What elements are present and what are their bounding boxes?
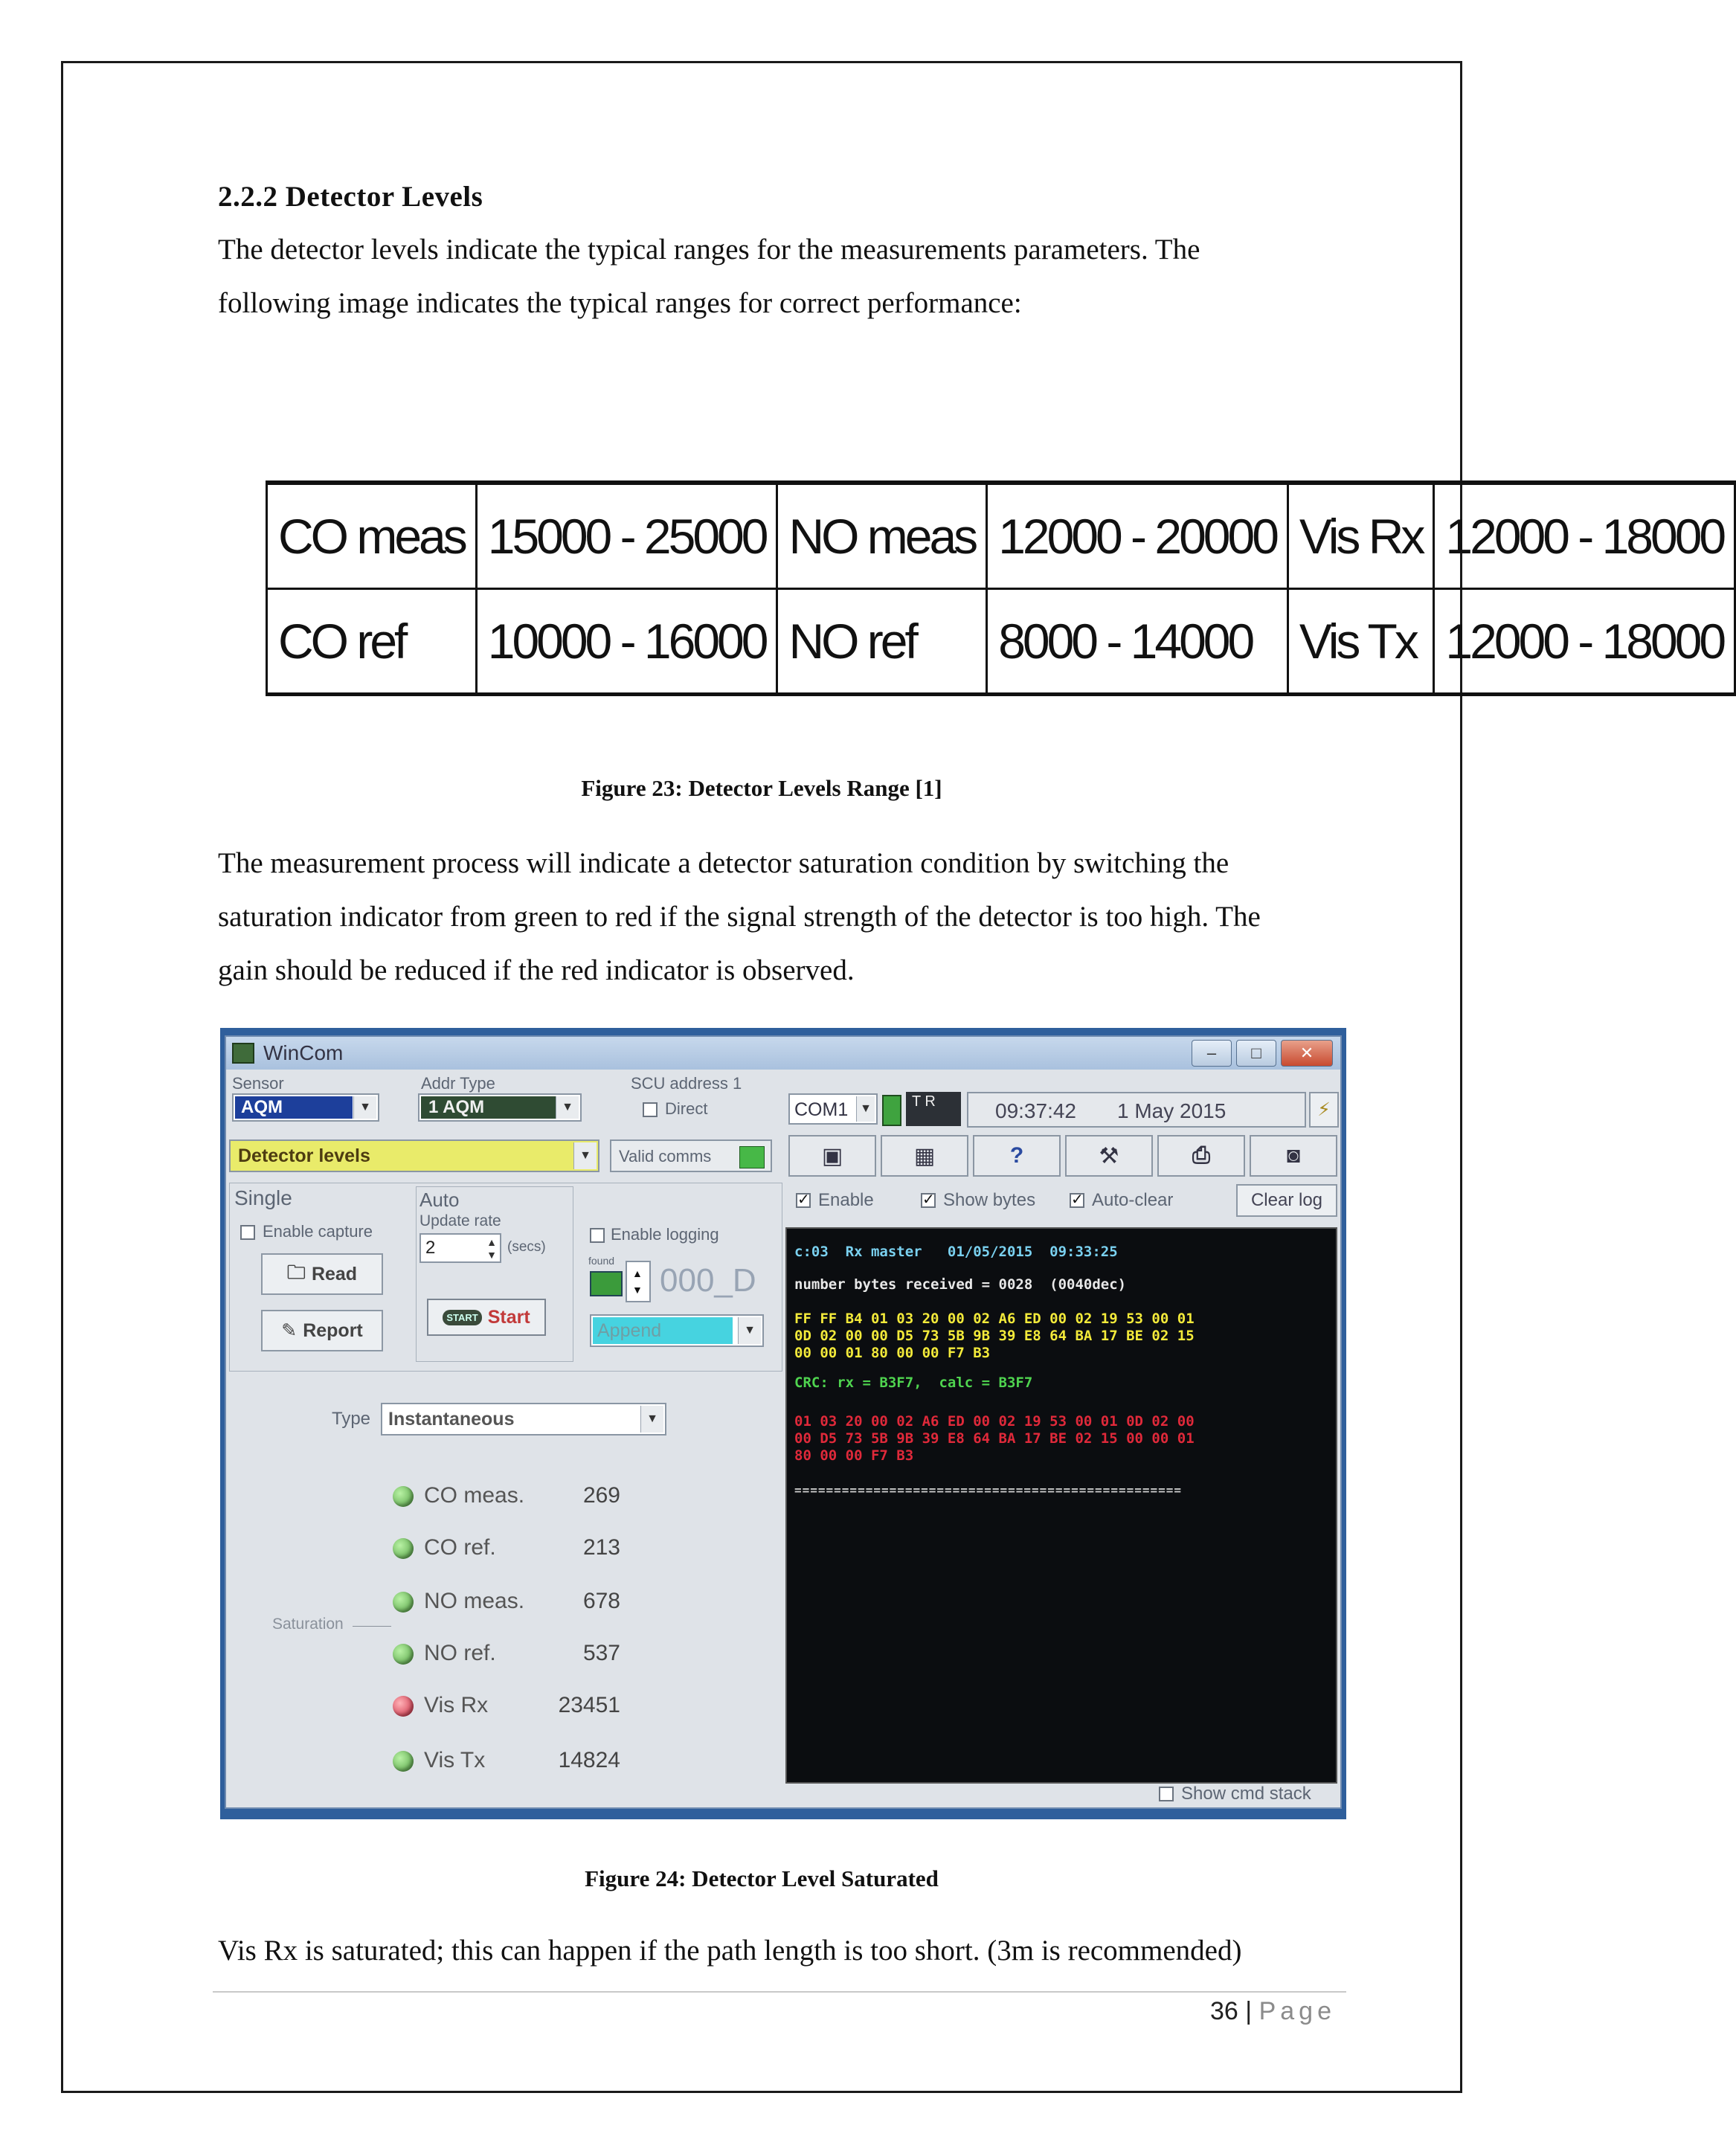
log-counter-spinner[interactable] <box>626 1261 651 1302</box>
detector-row <box>234 1745 777 1778</box>
page-number-separator: | <box>1245 1997 1253 2025</box>
valid-comms-label: Valid comms <box>619 1147 712 1166</box>
saturation-led-icon <box>393 1538 414 1559</box>
enable-label: Enable <box>818 1190 874 1210</box>
console-hex-line: 0D 02 00 00 D5 73 5B 9B 39 E8 64 BA 17 BE 02 15 <box>794 1328 1195 1344</box>
chevron-down-icon: ▼ <box>353 1096 376 1119</box>
closing-paragraph <box>218 1924 1326 1978</box>
com-port-select[interactable] <box>788 1093 878 1125</box>
start-button[interactable] <box>427 1299 546 1336</box>
settings-grid-button[interactable] <box>881 1135 968 1177</box>
folder-icon: 🗀 <box>286 1261 306 1283</box>
table-row <box>267 483 1735 588</box>
window-controls <box>1192 1040 1333 1067</box>
com-status-led <box>882 1095 901 1126</box>
chevron-down-icon: ▼ <box>556 1096 579 1119</box>
clock-display <box>967 1092 1306 1128</box>
page-number-value: 36 <box>1210 1997 1238 2025</box>
saturation-led-icon <box>393 1696 414 1717</box>
minimize-button[interactable]: – <box>1192 1040 1232 1067</box>
page-word: Page <box>1258 1997 1336 2025</box>
enable-capture-label: Enable capture <box>263 1222 373 1241</box>
table-cell: 12000 - 18000 <box>1434 588 1735 694</box>
saturation-label: Saturation <box>272 1616 344 1633</box>
section-heading: 2.2.2 Detector Levels <box>218 181 483 213</box>
saturation-line: saturation indicator from green to red if the signal strength of the detector is too high. The <box>218 901 1261 933</box>
spin-arrows-icon: ▲ ▼ <box>632 1267 643 1296</box>
table-cell: CO meas <box>267 483 477 588</box>
detector-row <box>234 1638 777 1671</box>
time-display: 09:37:42 <box>995 1099 1076 1122</box>
close-button[interactable]: ✕ <box>1281 1040 1333 1067</box>
table-row <box>267 588 1735 694</box>
start-button-label: Start <box>487 1306 530 1328</box>
detector-value: 537 <box>582 1641 620 1665</box>
sensor-value: AQM <box>235 1096 353 1119</box>
tools-icon: ⚒ <box>1099 1143 1119 1168</box>
console-data-line: 80 00 00 F7 B3 <box>794 1447 914 1464</box>
table-cell: CO ref <box>267 588 477 694</box>
addr-type-select[interactable] <box>418 1093 582 1122</box>
detector-value: 23451 <box>558 1693 620 1717</box>
type-select[interactable] <box>381 1403 666 1436</box>
sensor-label: Sensor <box>232 1074 284 1093</box>
intro-line: following image indicates the typical ranges for correct performance: <box>218 287 1022 319</box>
type-label: Type <box>332 1409 371 1429</box>
append-value: Append <box>593 1317 733 1344</box>
saturation-led-icon <box>393 1592 414 1613</box>
intro-line: The detector levels indicate the typical ranges for the measurements parameters. The <box>218 234 1200 266</box>
console-data-line: 01 03 20 00 02 A6 ED 00 02 19 53 00 01 0D 02 00 <box>794 1413 1195 1430</box>
date-display: 1 May 2015 <box>1117 1099 1227 1122</box>
detector-value: 213 <box>582 1535 620 1560</box>
log-mode-select[interactable] <box>590 1314 764 1347</box>
table-cell: 12000 - 20000 <box>987 483 1288 588</box>
valid-comms-indicator <box>610 1139 772 1172</box>
start-badge: START <box>443 1310 481 1325</box>
single-label: Single <box>234 1186 292 1209</box>
detector-value: 678 <box>582 1589 620 1613</box>
console-data-line: 00 D5 73 5B 9B 39 E8 64 BA 17 BE 02 15 00 00 01 <box>794 1430 1195 1447</box>
chevron-down-icon: ▼ <box>640 1406 663 1433</box>
detector-row <box>234 1480 777 1513</box>
show-bytes-checkbox[interactable]: ✓ <box>922 1192 935 1208</box>
show-cmd-stack-checkbox[interactable] <box>1159 1787 1174 1801</box>
com-port-value: COM1 <box>794 1099 849 1120</box>
direct-checkbox[interactable] <box>643 1102 658 1117</box>
tr-indicator: T R <box>906 1092 961 1126</box>
enable-capture-checkbox[interactable] <box>240 1225 255 1240</box>
single-auto-panel <box>229 1183 782 1372</box>
detector-value: 14824 <box>558 1748 620 1772</box>
console-bytes-line: number bytes received = 0028 (0040dec) <box>794 1276 1127 1293</box>
saturation-led-icon <box>393 1644 414 1665</box>
auto-clear-checkbox[interactable]: ✓ <box>1071 1192 1084 1208</box>
spin-arrows-icon: ▲ ▼ <box>486 1236 497 1261</box>
detector-levels-range-table <box>266 480 1736 696</box>
table-cell: 10000 - 16000 <box>476 588 777 694</box>
detector-row <box>234 1690 777 1723</box>
tools-button[interactable] <box>1065 1135 1153 1177</box>
mode-select[interactable] <box>229 1139 599 1172</box>
help-button[interactable] <box>973 1135 1061 1177</box>
read-button-label: Read <box>311 1263 358 1285</box>
detector-name: Vis Rx <box>424 1693 489 1717</box>
detector-name: NO ref. <box>424 1641 496 1665</box>
saturation-panel <box>234 1453 777 1803</box>
monitor-icon: ▣ <box>821 1143 843 1168</box>
console-log <box>785 1227 1337 1784</box>
log-status-led <box>590 1271 623 1296</box>
console-hex-line: 00 00 01 80 00 00 F7 B3 <box>794 1345 991 1361</box>
detector-name: NO meas. <box>424 1589 525 1613</box>
help-icon: ? <box>1009 1143 1024 1168</box>
detector-row <box>234 1532 777 1565</box>
print-button[interactable] <box>1157 1135 1245 1177</box>
auto-group <box>416 1186 573 1362</box>
show-cmd-stack-label: Show cmd stack <box>1181 1784 1311 1804</box>
monitor-button[interactable] <box>788 1135 876 1177</box>
footer-divider <box>213 1991 1346 1993</box>
saturation-led-icon <box>393 1486 414 1507</box>
enable-checkbox[interactable]: ✓ <box>797 1192 810 1208</box>
saturation-line: The measurement process will indicate a detector saturation condition by switching the <box>218 847 1229 879</box>
wincom-app-icon <box>232 1043 254 1064</box>
show-bytes-label: Show bytes <box>943 1190 1036 1210</box>
saturation-bracket-line <box>353 1626 391 1627</box>
addr-type-label: Addr Type <box>421 1074 495 1093</box>
addr-type-value: 1 AQM <box>421 1096 559 1119</box>
update-rate-value: 2 <box>425 1238 436 1258</box>
figure-23-caption: Figure 23: Detector Levels Range [1] <box>581 775 942 801</box>
connect-icon[interactable]: ⚡ <box>1309 1092 1339 1128</box>
found-label: found <box>588 1255 615 1267</box>
valid-comms-led <box>739 1146 765 1168</box>
console-crc-line: CRC: rx = B3F7, calc = B3F7 <box>794 1375 1033 1391</box>
direct-label: Direct <box>665 1099 708 1118</box>
console-header-line: c:03 Rx master 01/05/2015 09:33:25 <box>794 1244 1118 1260</box>
table-cell: 8000 - 14000 <box>987 588 1288 694</box>
detector-name: CO ref. <box>424 1535 496 1560</box>
printer-icon: ⎙ <box>1192 1143 1210 1168</box>
table-cell: Vis Tx <box>1287 588 1434 694</box>
chevron-down-icon: ▼ <box>573 1142 597 1169</box>
chevron-down-icon: ▼ <box>738 1317 761 1344</box>
grid-icon: ▦ <box>913 1143 936 1168</box>
console-hex-line: FF FF B4 01 03 20 00 02 A6 ED 00 02 19 53 00 01 <box>794 1311 1195 1327</box>
detector-name: CO meas. <box>424 1483 525 1508</box>
detector-value: 269 <box>582 1483 620 1508</box>
detector-row <box>234 1586 777 1618</box>
report-icon: ✎ <box>281 1320 298 1341</box>
auto-clear-label: Auto-clear <box>1092 1190 1174 1210</box>
enable-logging-label: Enable logging <box>611 1225 719 1244</box>
page-number <box>1210 1997 1336 2026</box>
chevron-down-icon: ▼ <box>856 1096 875 1122</box>
maximize-button[interactable]: □ <box>1236 1040 1276 1067</box>
secs-label: (secs) <box>507 1239 546 1255</box>
table-cell: NO ref <box>777 588 987 694</box>
sensor-select[interactable] <box>232 1093 379 1122</box>
camera-button[interactable] <box>1250 1135 1337 1177</box>
figure-24-caption: Figure 24: Detector Level Saturated <box>585 1865 939 1891</box>
table-cell: NO meas <box>777 483 987 588</box>
type-value: Instantaneous <box>388 1409 515 1430</box>
table-cell: 12000 - 18000 <box>1434 483 1735 588</box>
title-bar <box>226 1037 1340 1070</box>
report-button[interactable] <box>261 1310 383 1351</box>
update-rate-spinner[interactable] <box>419 1233 501 1263</box>
update-rate-label: Update rate <box>419 1212 501 1229</box>
closing-line: Vis Rx is saturated; this can happen if the path length is too short. (3m is recommended) <box>218 1935 1242 1967</box>
enable-logging-checkbox[interactable] <box>590 1228 605 1243</box>
camera-icon: ◙ <box>1286 1143 1301 1168</box>
log-counter: 000_D <box>660 1262 756 1299</box>
detector-name: Vis Tx <box>424 1748 486 1772</box>
wincom-window <box>225 1035 1342 1809</box>
window-title: WinCom <box>263 1041 344 1064</box>
clear-log-button[interactable]: Clear log <box>1236 1184 1337 1217</box>
wincom-screenshot-figure <box>220 1028 1346 1819</box>
saturation-paragraph <box>218 837 1326 997</box>
table-cell: 15000 - 25000 <box>476 483 777 588</box>
console-divider: ================================================= <box>794 1483 1183 1497</box>
read-button[interactable] <box>261 1253 383 1295</box>
intro-paragraph <box>218 223 1326 330</box>
report-button-label: Report <box>303 1319 363 1341</box>
mode-value: Detector levels <box>238 1145 370 1166</box>
saturation-line: gain should be reduced if the red indicator is observed. <box>218 954 855 986</box>
auto-label: Auto <box>419 1189 460 1211</box>
saturation-led-icon <box>393 1751 414 1772</box>
scu-address-label: SCU address 1 <box>631 1074 742 1093</box>
table-cell: Vis Rx <box>1287 483 1434 588</box>
